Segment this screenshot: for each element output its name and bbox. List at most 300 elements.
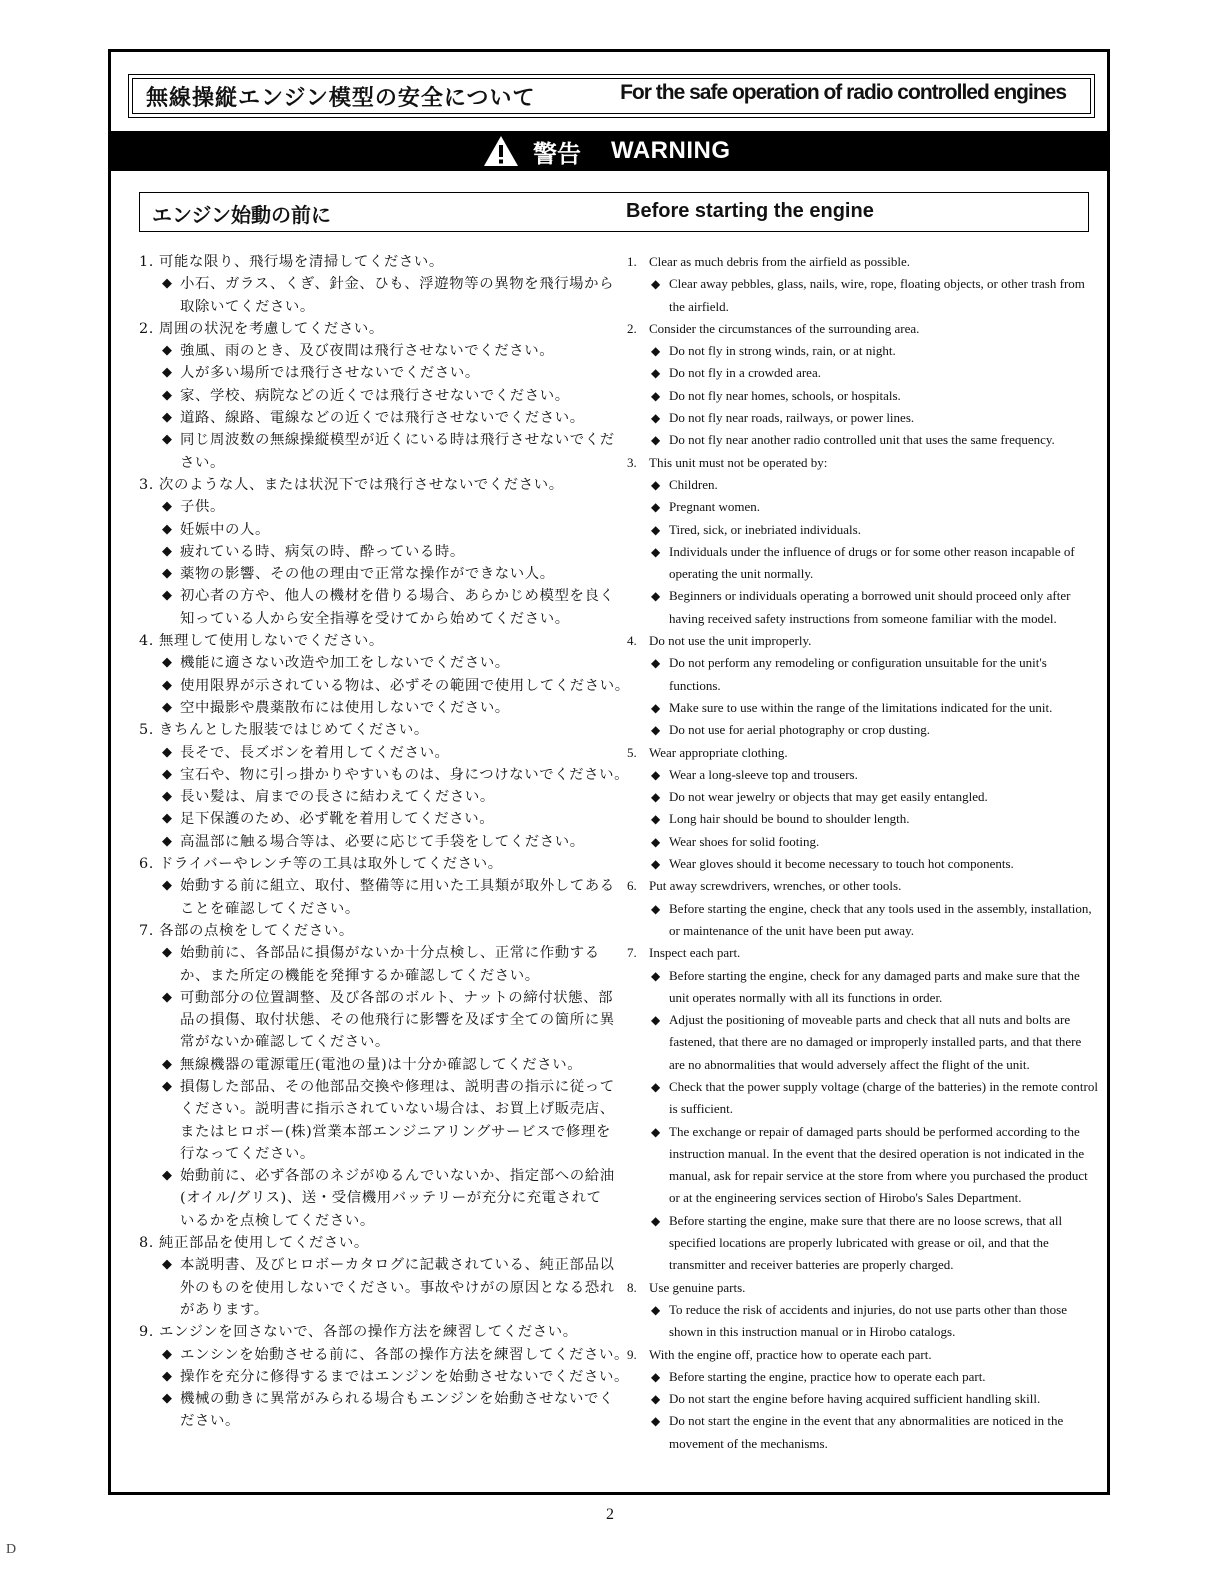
bullet-text: 長そで、長ズボンを着用してください。: [180, 744, 450, 761]
diamond-bullet-icon: ◆: [162, 811, 173, 827]
bullet-item: [627, 965, 1093, 987]
bullet-text: Adjust the positioning of moveable parts and check that all nuts and bolts are: [669, 1012, 1071, 1028]
bullet-item: [627, 853, 1093, 875]
item-text: 無理して使用しないでください。: [159, 633, 384, 650]
diamond-bullet-icon: ◆: [651, 901, 661, 916]
section-title-ja: エンジン始動の前に: [152, 203, 331, 227]
diamond-bullet-icon: ◆: [162, 833, 173, 849]
diamond-bullet-icon: ◆: [162, 1368, 173, 1384]
continuation-text: unit operates normally with all its functions in order.: [669, 989, 943, 1005]
continuation-line: [627, 1098, 1093, 1120]
diamond-bullet-icon: ◆: [162, 1078, 173, 1094]
bullet-text: 子供。: [180, 499, 225, 516]
list-item: [627, 942, 1093, 964]
bullet-text: Do not fly near roads, railways, or power lines.: [669, 410, 915, 426]
diamond-bullet-icon: ◆: [162, 543, 173, 559]
page-title-ja: 無線操縦エンジン模型の安全について: [146, 86, 536, 111]
list-item: [139, 1232, 603, 1254]
bullet-item: [139, 652, 603, 674]
continuation-line: [139, 296, 603, 318]
item-number: 2.: [627, 320, 637, 336]
continuation-text: having received safety instructions from someone familiar with the model.: [669, 610, 1057, 626]
diamond-bullet-icon: ◆: [651, 1414, 661, 1429]
bullet-text: Wear gloves should it become necessary to touch hot components.: [669, 856, 1014, 872]
continuation-text: さい。: [180, 454, 225, 471]
item-text: Do not use the unit improperly.: [649, 633, 812, 649]
bullet-item: [627, 1210, 1093, 1232]
bullet-text: 疲れている時、病気の時、酔っている時。: [180, 543, 465, 560]
bullet-item: [627, 831, 1093, 853]
diamond-bullet-icon: ◆: [651, 1124, 661, 1139]
diamond-bullet-icon: ◆: [651, 812, 661, 827]
continuation-text: があります。: [180, 1301, 269, 1318]
japanese-instructions-column: [139, 251, 630, 1433]
list-item: [627, 251, 1093, 273]
continuation-text: 行なってください。: [180, 1145, 315, 1162]
list-item: [627, 1344, 1093, 1366]
bullet-text: 始動する前に組立、取付、整備等に用いた工具類が取外してある: [180, 878, 615, 895]
diamond-bullet-icon: ◆: [651, 433, 661, 448]
continuation-line: [627, 608, 1093, 630]
list-item: [139, 318, 603, 340]
item-text: 各部の点検をしてください。: [159, 922, 354, 939]
diamond-bullet-icon: ◆: [651, 968, 661, 983]
diamond-bullet-icon: ◆: [162, 521, 173, 537]
bullet-text: 人が多い場所では飛行させないでください。: [180, 365, 480, 382]
bullet-text: Before starting the engine, make sure that there are no loose screws, that all: [669, 1212, 1063, 1228]
item-number: 5.: [139, 722, 154, 739]
bullet-text: Do not start the engine before having acquired sufficient handling skill.: [669, 1391, 1041, 1407]
diamond-bullet-icon: ◆: [162, 878, 173, 894]
bullet-item: [139, 1254, 615, 1276]
diamond-bullet-icon: ◆: [651, 366, 661, 381]
continuation-text: are no abnormalities that would adversely affect the flight of the unit.: [669, 1056, 1030, 1072]
bullet-item: [627, 474, 1093, 496]
bullet-text: 始動前に、各部品に損傷がないか十分点検し、正常に作動する: [180, 945, 600, 962]
continuation-text: 知っている人から安全指導を受けてから始めてください。: [180, 610, 570, 627]
bullet-item: [139, 407, 603, 429]
item-number: 6.: [139, 856, 154, 873]
bullet-text: 強風、雨のとき、及び夜間は飛行させないでください。: [180, 343, 555, 360]
diamond-bullet-icon: ◆: [162, 766, 173, 782]
item-number: 1.: [139, 254, 154, 270]
diamond-bullet-icon: ◆: [162, 989, 173, 1005]
bullet-text: 無線機器の電源電圧(電池の量)は十分か確認してください。: [180, 1056, 583, 1073]
continuation-text: またはヒロボー(株)営業本部エンジニアリングサービスで修理を: [180, 1123, 611, 1140]
bullet-text: Do not fly near homes, schools, or hospitals.: [669, 387, 901, 403]
bullet-text: 高温部に触る場合等は、必要に応じて手袋をしてください。: [180, 833, 585, 850]
diamond-bullet-icon: ◆: [651, 344, 661, 359]
continuation-line: [627, 920, 1093, 942]
bullet-item: [139, 429, 615, 451]
continuation-line: [139, 1143, 603, 1165]
list-item: [627, 1277, 1093, 1299]
diamond-bullet-icon: ◆: [651, 544, 661, 559]
page-frame: [108, 49, 1110, 1495]
bullet-text: Do not fly near another radio controlled unit that uses the same frequency.: [669, 432, 1055, 448]
bullet-item: [139, 942, 603, 964]
warning-triangle-icon: [483, 135, 519, 167]
warning-label-en: WARNING: [611, 137, 731, 164]
list-item: [627, 452, 1093, 474]
item-text: 純正部品を使用してください。: [159, 1235, 369, 1252]
diamond-bullet-icon: ◆: [651, 277, 661, 292]
diamond-bullet-icon: ◆: [651, 1213, 661, 1228]
warning-label-ja: 警告: [533, 139, 581, 168]
continuation-text: or at the engineering services section of Hirobo's Sales Department.: [669, 1190, 1022, 1206]
bullet-item: [139, 273, 615, 295]
continuation-line: [627, 296, 1093, 318]
bullet-item: [627, 407, 1093, 429]
bullet-item: [627, 1121, 1093, 1143]
diamond-bullet-icon: ◆: [651, 388, 661, 403]
bullet-item: [627, 808, 1093, 830]
continuation-line: [139, 1009, 615, 1031]
continuation-text: shown in this instruction manual or in Hirobo catalogs.: [669, 1324, 956, 1340]
bullet-text: 道路、線路、電線などの近くでは飛行させないでください。: [180, 410, 585, 427]
bullet-item: [139, 742, 603, 764]
bullet-text: Make sure to use within the range of the limitations indicated for the unit.: [669, 699, 1053, 715]
continuation-text: or maintenance of the unit have been put away.: [669, 922, 914, 938]
diamond-bullet-icon: ◆: [162, 1056, 173, 1072]
bullet-text: Do not fly in a crowded area.: [669, 365, 821, 381]
bullet-item: [139, 675, 630, 697]
bullet-item: [627, 1076, 1098, 1098]
diamond-bullet-icon: ◆: [162, 699, 173, 715]
continuation-line: [627, 1165, 1093, 1187]
continuation-text: いるかを点検してください。: [180, 1212, 375, 1229]
diamond-bullet-icon: ◆: [651, 522, 661, 537]
bullet-text: Wear a long-sleeve top and trousers.: [669, 766, 858, 782]
item-number: 7.: [627, 945, 637, 961]
bullet-item: [139, 1054, 603, 1076]
bullet-item: [627, 429, 1093, 451]
bullet-item: [627, 697, 1093, 719]
item-number: 8.: [627, 1279, 637, 1295]
continuation-line: [627, 563, 1093, 585]
item-text: 次のような人、または状況下では飛行させないでください。: [159, 476, 564, 493]
continuation-line: [627, 1254, 1093, 1276]
bullet-item: [627, 786, 1093, 808]
bullet-text: Check that the power supply voltage (charge of the batteries) in the remote control: [669, 1078, 1098, 1094]
continuation-line: [139, 1299, 603, 1321]
bullet-text: 足下保護のため、必ず靴を着用してください。: [180, 811, 495, 828]
bullet-item: [139, 519, 603, 541]
continuation-line: [627, 1031, 1093, 1053]
bullet-text: 宝石や、物に引っ掛かりやすいものは、身につけないでください。: [180, 766, 630, 783]
continuation-line: [627, 675, 1093, 697]
list-item: [627, 318, 1093, 340]
bullet-text: 空中撮影や農薬散布には使用しないでください。: [180, 699, 510, 716]
bullet-item: [627, 519, 1093, 541]
diamond-bullet-icon: ◆: [162, 365, 173, 381]
diamond-bullet-icon: ◆: [162, 744, 173, 760]
diamond-bullet-icon: ◆: [651, 1369, 661, 1384]
bullet-item: [139, 831, 603, 853]
item-text: Use genuine parts.: [649, 1279, 746, 1295]
diamond-bullet-icon: ◆: [651, 656, 661, 671]
diamond-bullet-icon: ◆: [651, 700, 661, 715]
bullet-item: [627, 585, 1093, 607]
warning-banner: [111, 131, 1107, 171]
continuation-text: instruction manual. In the event that the desired operation is not indicated in the: [669, 1145, 1085, 1161]
item-number: 6.: [627, 878, 637, 894]
diamond-bullet-icon: ◆: [162, 677, 173, 693]
diamond-bullet-icon: ◆: [651, 857, 661, 872]
bullet-text: Do not use for aerial photography or crop dusting.: [669, 722, 931, 738]
bullet-item: [139, 987, 614, 1009]
diamond-bullet-icon: ◆: [651, 723, 661, 738]
bullet-text: Pregnant women.: [669, 499, 760, 515]
diamond-bullet-icon: ◆: [651, 1302, 661, 1317]
item-number: 2.: [139, 320, 154, 337]
continuation-text: 取除いてください。: [180, 298, 315, 315]
diamond-bullet-icon: ◆: [162, 410, 173, 426]
section-heading-box: [139, 192, 1089, 232]
warning-content: [483, 131, 731, 171]
bullet-text: 妊娠中の人。: [180, 521, 270, 538]
diamond-bullet-icon: ◆: [651, 834, 661, 849]
diamond-bullet-icon: ◆: [651, 1013, 661, 1028]
bullet-item: [627, 362, 1093, 384]
bullet-text: 始動前に、必ず各部のネジがゆるんでいないか、指定部への給油: [180, 1168, 615, 1185]
bullet-text: 操作を充分に修得するまではエンジンを始動させないでください。: [180, 1368, 630, 1385]
diamond-bullet-icon: ◆: [162, 432, 173, 448]
bullet-text: Do not fly in strong winds, rain, or at night.: [669, 343, 896, 359]
bullet-item: [627, 1366, 1093, 1388]
continuation-line: [139, 1277, 615, 1299]
continuation-line: [627, 987, 1093, 1009]
continuation-line: [139, 452, 603, 474]
bullet-text: 機能に適さない改造や加工をしないでください。: [180, 655, 510, 672]
diamond-bullet-icon: ◆: [162, 387, 173, 403]
bullet-item: [139, 786, 603, 808]
bullet-item: [627, 1009, 1093, 1031]
diamond-bullet-icon: ◆: [651, 1392, 661, 1407]
bullet-text: Clear away pebbles, glass, nails, wire, rope, floating objects, or other trash from: [669, 276, 1085, 292]
bullet-text: Tired, sick, or inebriated individuals.: [669, 521, 861, 537]
continuation-line: [139, 965, 603, 987]
list-item: [139, 251, 603, 273]
bullet-item: [139, 496, 603, 518]
bullet-item: [139, 764, 630, 786]
diamond-bullet-icon: ◆: [651, 790, 661, 805]
diamond-bullet-icon: ◆: [651, 1079, 661, 1094]
continuation-line: [627, 1187, 1093, 1209]
diamond-bullet-icon: ◆: [162, 566, 173, 582]
continuation-line: [627, 1143, 1093, 1165]
item-number: 7.: [139, 922, 154, 939]
bullet-text: Do not start the engine in the event that any abnormalities are noticed in the: [669, 1413, 1064, 1429]
bullet-item: [627, 385, 1093, 407]
continuation-text: transmitter and receiver batteries are properly charged.: [669, 1257, 954, 1273]
bullet-item: [627, 719, 1093, 741]
list-item: [139, 474, 603, 496]
diamond-bullet-icon: ◆: [162, 1257, 173, 1273]
continuation-line: [139, 898, 603, 920]
diamond-bullet-icon: ◆: [162, 276, 173, 292]
continuation-text: (オイル/グリス)、送・受信機用バッテリーが充分に充電されて: [180, 1190, 602, 1207]
continuation-text: manual, ask for repair service at the store from where you purchased the product: [669, 1168, 1088, 1184]
item-number: 4.: [627, 633, 637, 649]
continuation-line: [627, 1054, 1093, 1076]
item-text: きちんとした服装ではじめてください。: [159, 722, 429, 739]
bullet-text: エンシンを始動させる前に、各部の操作方法を練習してください。: [180, 1346, 630, 1363]
continuation-line: [627, 1321, 1093, 1343]
list-item: [139, 853, 603, 875]
bullet-item: [627, 898, 1093, 920]
item-number: 3.: [627, 454, 637, 470]
section-title-en: Before starting the engine: [626, 200, 874, 222]
bullet-item: [139, 697, 603, 719]
continuation-line: [139, 1098, 615, 1120]
item-text: 周囲の状況を考慮してください。: [159, 320, 384, 337]
bullet-text: 薬物の影響、その他の理由で正常な操作ができない人。: [180, 566, 555, 583]
continuation-text: ください。説明書に指示されていない場合は、お買上げ販売店、: [180, 1101, 615, 1118]
continuation-text: か、また所定の機能を発揮するか確認してください。: [180, 967, 540, 984]
continuation-line: [139, 1410, 603, 1432]
bullet-item: [627, 273, 1093, 295]
item-text: Consider the circumstances of the surrounding area.: [649, 320, 920, 336]
continuation-text: movement of the mechanisms.: [669, 1435, 828, 1451]
list-item: [627, 875, 1093, 897]
bullet-item: [139, 1366, 630, 1388]
item-text: With the engine off, practice how to operate each part.: [649, 1346, 932, 1362]
item-text: Wear appropriate clothing.: [649, 744, 788, 760]
english-instructions-column: [627, 251, 1098, 1455]
item-number: 3.: [139, 476, 154, 493]
diamond-bullet-icon: ◆: [162, 945, 173, 961]
bullet-text: The exchange or repair of damaged parts should be performed according to the: [669, 1123, 1080, 1139]
bullet-item: [139, 875, 615, 897]
bullet-item: [627, 1388, 1093, 1410]
bullet-item: [139, 1165, 615, 1187]
list-item: [627, 742, 1093, 764]
bullet-item: [627, 340, 1093, 362]
item-text: This unit must not be operated by:: [649, 454, 828, 470]
continuation-line: [139, 1031, 603, 1053]
page-title-en: For the safe operation of radio controlled engines: [620, 81, 1066, 104]
bullet-text: 長い髪は、肩までの長さに結わえてください。: [180, 789, 495, 806]
bullet-item: [627, 1299, 1093, 1321]
bullet-text: Beginners or individuals operating a borrowed unit should proceed only after: [669, 588, 1071, 604]
bullet-item: [627, 1410, 1093, 1432]
continuation-line: [627, 1433, 1093, 1455]
bullet-text: Before starting the engine, check that any tools used in the assembly, installation,: [669, 900, 1092, 916]
bullet-text: 機械の動きに異常がみられる場合もエンジンを始動させないでく: [180, 1391, 615, 1408]
diamond-bullet-icon: ◆: [162, 343, 173, 359]
diamond-bullet-icon: ◆: [162, 1391, 173, 1407]
bullet-item: [139, 585, 615, 607]
title-box: [128, 74, 1095, 118]
item-number: 1.: [627, 254, 637, 269]
diamond-bullet-icon: ◆: [651, 767, 661, 782]
item-text: エンジンを回さないで、各部の操作方法を練習してください。: [159, 1324, 578, 1341]
continuation-line: [139, 608, 603, 630]
bullet-item: [627, 496, 1093, 518]
bullet-item: [139, 541, 603, 563]
item-number: 4.: [139, 633, 154, 650]
diamond-bullet-icon: ◆: [651, 477, 661, 492]
bullet-item: [139, 1344, 630, 1366]
item-text: Put away screwdrivers, wrenches, or other tools.: [649, 878, 902, 894]
bullet-text: Wear shoes for solid footing.: [669, 833, 820, 849]
continuation-text: is sufficient.: [669, 1101, 734, 1117]
bullet-text: 使用限界が示されている物は、必ずその範囲で使用してください。: [180, 677, 630, 694]
bullet-text: Individuals under the influence of drugs or for some other reason incapable of: [669, 543, 1075, 559]
continuation-text: specified locations are properly lubricated with grease or oil, and that the: [669, 1235, 1049, 1251]
continuation-text: fastened, that there are no damaged or improperly installed parts, and that there: [669, 1034, 1082, 1050]
continuation-line: [139, 1187, 603, 1209]
bullet-item: [627, 541, 1093, 563]
continuation-text: 品の損傷、取付状態、その他飛行に影響を及ぼす全ての箇所に異: [180, 1012, 615, 1029]
bullet-item: [139, 563, 603, 585]
bullet-text: 本説明書、及びヒロボーカタログに記載されている、純正部品以: [180, 1257, 615, 1274]
bullet-text: Do not perform any remodeling or configuration unsuitable for the unit's: [669, 655, 1047, 671]
continuation-text: operating the unit normally.: [669, 566, 814, 582]
item-text: 可能な限り、飛行場を清掃してください。: [159, 254, 444, 270]
item-number: 8.: [139, 1235, 154, 1252]
bullet-text: Before starting the engine, check for any damaged parts and make sure that the: [669, 967, 1080, 983]
continuation-text: ことを確認してください。: [180, 900, 360, 917]
bullet-text: 初心者の方や、他人の機材を借りる場合、あらかじめ模型を良く: [180, 588, 615, 605]
list-item: [139, 920, 603, 942]
diamond-bullet-icon: ◆: [651, 500, 661, 515]
diamond-bullet-icon: ◆: [162, 588, 173, 604]
diamond-bullet-icon: ◆: [162, 655, 173, 671]
list-item: [139, 719, 603, 741]
continuation-line: [139, 1121, 611, 1143]
continuation-line: [627, 1232, 1093, 1254]
bullet-item: [139, 362, 603, 384]
list-item: [139, 1321, 603, 1343]
diamond-bullet-icon: ◆: [162, 1346, 173, 1362]
diamond-bullet-icon: ◆: [162, 789, 173, 805]
bullet-item: [139, 385, 603, 407]
continuation-text: 常がないか確認してください。: [180, 1034, 390, 1051]
corner-mark: D: [6, 1542, 17, 1557]
diamond-bullet-icon: ◆: [651, 589, 661, 604]
bullet-text: 同じ周波数の無線操縦模型が近くにいる時は飛行させないでくだ: [180, 432, 615, 449]
continuation-text: functions.: [669, 677, 721, 693]
continuation-text: 外のものを使用しないでください。事故やけがの原因となる恐れ: [180, 1279, 615, 1296]
item-text: ドライバーやレンチ等の工具は取外してください。: [159, 856, 503, 873]
bullet-item: [139, 1388, 615, 1410]
list-item: [627, 630, 1093, 652]
bullet-item: [139, 1076, 615, 1098]
bullet-text: Do not wear jewelry or objects that may get easily entangled.: [669, 789, 988, 805]
bullet-item: [139, 808, 603, 830]
bullet-item: [139, 340, 603, 362]
continuation-text: ださい。: [180, 1413, 240, 1430]
item-number: 5.: [627, 744, 637, 760]
diamond-bullet-icon: ◆: [162, 1168, 173, 1184]
bullet-text: 可動部分の位置調整、及び各部のボルト、ナットの締付状態、部: [180, 989, 614, 1006]
bullet-item: [627, 652, 1093, 674]
bullet-text: Before starting the engine, practice how to operate each part.: [669, 1368, 986, 1384]
bullet-text: Long hair should be bound to shoulder length.: [669, 811, 910, 827]
bullet-text: 損傷した部品、その他部品交換や修理は、説明書の指示に従って: [180, 1078, 615, 1095]
list-item: [139, 630, 603, 652]
bullet-text: To reduce the risk of accidents and injuries, do not use parts other than those: [669, 1301, 1068, 1317]
diamond-bullet-icon: ◆: [162, 499, 173, 515]
item-number: 9.: [139, 1324, 154, 1341]
page-number: 2: [606, 1506, 614, 1523]
bullet-text: 小石、ガラス、くぎ、針金、ひも、浮遊物等の異物を飛行場から: [180, 276, 615, 293]
bullet-text: 家、学校、病院などの近くでは飛行させないでください。: [180, 387, 570, 404]
continuation-text: the airfield.: [669, 298, 729, 314]
diamond-bullet-icon: ◆: [651, 411, 661, 426]
